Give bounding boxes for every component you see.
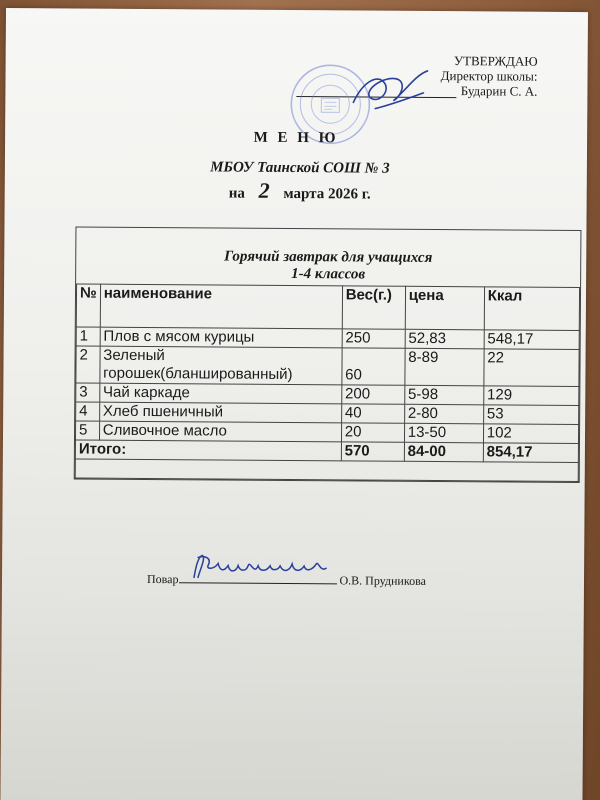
empty-row (75, 459, 578, 482)
cook-name: О.В. Прудникова (339, 573, 426, 588)
total-kcal: 854,17 (483, 443, 578, 463)
row-kcal: 129 (483, 386, 578, 406)
row-number: 2 (76, 346, 100, 383)
row-price: 52,83 (405, 329, 484, 349)
row-kcal: 22 (484, 349, 580, 387)
director-signature (345, 62, 435, 118)
row-kcal: 53 (483, 405, 578, 425)
table-row (76, 346, 579, 387)
meal-title (76, 227, 580, 287)
row-number: 5 (75, 421, 99, 440)
menu-document (0, 8, 588, 800)
date-day: 2 (258, 177, 270, 203)
menu-title: М Е Н Ю (253, 129, 339, 147)
row-name: Хлеб пшеничный (99, 402, 341, 423)
date-month: марта (283, 185, 325, 203)
header-name: наименование (100, 284, 342, 329)
row-name: Чай каркаде (99, 383, 341, 404)
cook-block (147, 572, 426, 589)
empty-cell (75, 459, 578, 482)
school-name: МБОУ Таинской СОШ № 3 (210, 159, 390, 177)
date-year: 2026 г. (327, 186, 371, 203)
header-price: цена (405, 286, 484, 330)
menu-table (75, 283, 580, 482)
row-number: 3 (76, 383, 100, 402)
total-price: 84-00 (404, 442, 483, 462)
header-number: № (76, 284, 100, 327)
row-price: 13-50 (404, 423, 483, 443)
row-weight: 20 (341, 423, 404, 442)
menu-table-box (74, 226, 582, 483)
table-header-row (76, 284, 579, 331)
row-number: 4 (76, 402, 100, 421)
row-kcal: 548,17 (484, 330, 579, 350)
approval-heading: УТВЕРЖДАЮ (453, 53, 538, 69)
row-weight: 60 (342, 348, 405, 385)
row-name: Сливочное масло (99, 421, 341, 442)
meal-title-line-2: 1-4 классов (291, 265, 366, 283)
row-kcal: 102 (483, 424, 578, 444)
cook-signature-line (178, 572, 336, 584)
approval-position: Директор школы: (440, 68, 538, 84)
row-weight: 250 (342, 329, 405, 348)
cook-label: Повар (146, 571, 179, 587)
row-price: 2-80 (404, 404, 483, 424)
meal-title-line-1: Горячий завтрак для учащихся (224, 248, 433, 266)
total-label: Итого: (75, 440, 341, 461)
approval-name: Бударин С. А. (460, 83, 538, 99)
row-name: Плов с мясом курицы (100, 327, 342, 348)
date-prefix: на (228, 185, 245, 202)
row-price: 8-89 (405, 348, 484, 386)
header-kcal: Ккал (484, 287, 580, 331)
row-number: 1 (76, 327, 100, 346)
row-weight: 40 (341, 404, 404, 423)
header-weight: Вес(г.) (342, 286, 405, 329)
menu-date (155, 177, 445, 205)
row-name: Зеленый горошек(бланшированный) (100, 346, 342, 385)
total-weight: 570 (341, 442, 404, 461)
row-price: 5-98 (404, 385, 483, 405)
row-weight: 200 (341, 385, 404, 404)
